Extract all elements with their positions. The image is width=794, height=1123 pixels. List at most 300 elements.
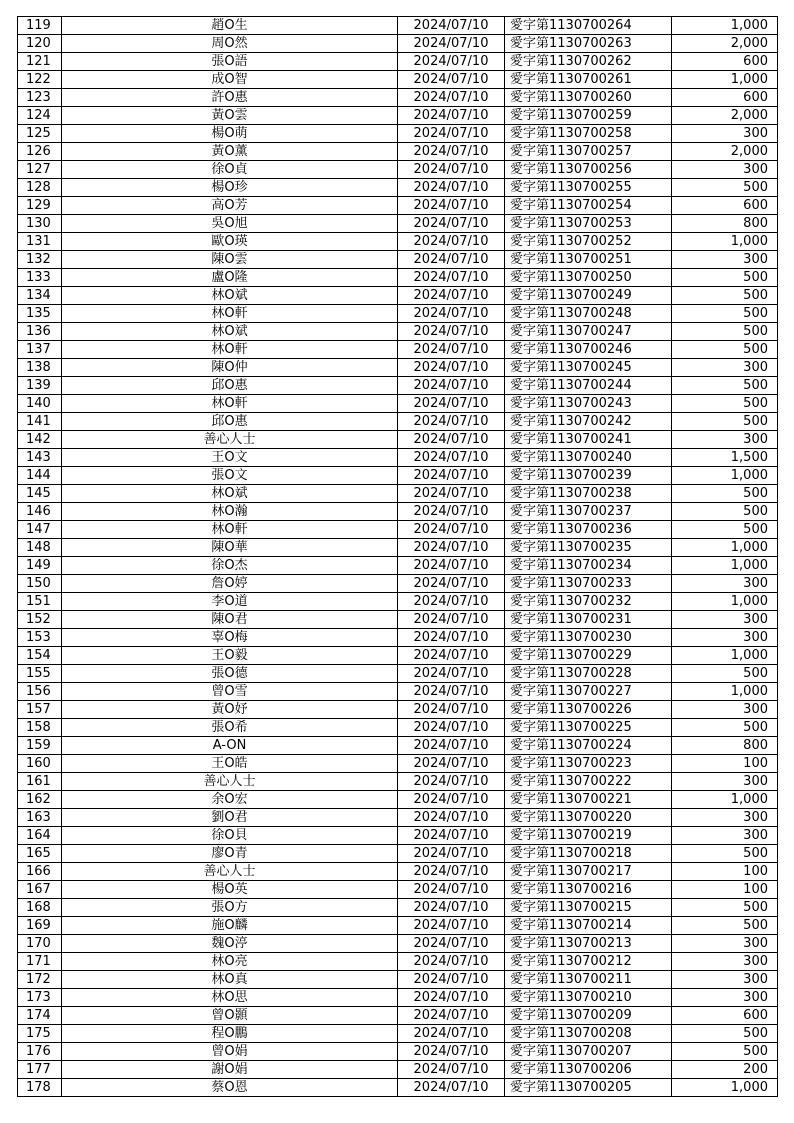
table-row [18,143,778,161]
amount-cell: 800 [672,737,778,755]
amount-cell: 1,000 [672,683,778,701]
donor-name-cell: 曾O娟 [62,1043,398,1061]
donation-date-cell: 2024/07/10 [398,899,505,917]
receipt-number-cell: 愛字第1130700206 [505,1061,672,1079]
donation-date-cell: 2024/07/10 [398,755,505,773]
donation-date-cell: 2024/07/10 [398,449,505,467]
table-row [18,683,778,701]
donor-name-cell: 張O德 [62,665,398,683]
donation-date-cell: 2024/07/10 [398,1079,505,1097]
table-row [18,557,778,575]
receipt-number-cell: 愛字第1130700249 [505,287,672,305]
row-number-cell: 157 [18,701,62,719]
receipt-number-cell: 愛字第1130700224 [505,737,672,755]
amount-cell: 500 [672,179,778,197]
table-row [18,125,778,143]
receipt-number-cell: 愛字第1130700256 [505,161,672,179]
donor-name-cell: 張O希 [62,719,398,737]
row-number-cell: 142 [18,431,62,449]
receipt-number-cell: 愛字第1130700258 [505,125,672,143]
table-row [18,1007,778,1025]
row-number-cell: 120 [18,35,62,53]
row-number-cell: 168 [18,899,62,917]
donation-date-cell: 2024/07/10 [398,521,505,539]
amount-cell: 1,000 [672,539,778,557]
table-row [18,449,778,467]
amount-cell: 500 [672,503,778,521]
donation-date-cell: 2024/07/10 [398,629,505,647]
donor-name-cell: 程O鵬 [62,1025,398,1043]
donor-name-cell: 楊O萌 [62,125,398,143]
amount-cell: 500 [672,305,778,323]
table-row [18,953,778,971]
receipt-number-cell: 愛字第1130700207 [505,1043,672,1061]
donation-date-cell: 2024/07/10 [398,971,505,989]
amount-cell: 300 [672,161,778,179]
table-row [18,827,778,845]
receipt-number-cell: 愛字第1130700253 [505,215,672,233]
donor-name-cell: 楊O珍 [62,179,398,197]
donation-date-cell: 2024/07/10 [398,107,505,125]
amount-cell: 300 [672,953,778,971]
donor-name-cell: 張O方 [62,899,398,917]
amount-cell: 300 [672,773,778,791]
receipt-number-cell: 愛字第1130700223 [505,755,672,773]
donation-date-cell: 2024/07/10 [398,791,505,809]
receipt-number-cell: 愛字第1130700229 [505,647,672,665]
table-row [18,737,778,755]
amount-cell: 500 [672,323,778,341]
table-row [18,503,778,521]
amount-cell: 100 [672,881,778,899]
row-number-cell: 149 [18,557,62,575]
row-number-cell: 130 [18,215,62,233]
receipt-number-cell: 愛字第1130700250 [505,269,672,287]
amount-cell: 500 [672,377,778,395]
row-number-cell: 172 [18,971,62,989]
amount-cell: 500 [672,287,778,305]
amount-cell: 1,000 [672,791,778,809]
table-row [18,845,778,863]
receipt-number-cell: 愛字第1130700217 [505,863,672,881]
row-number-cell: 152 [18,611,62,629]
row-number-cell: 125 [18,125,62,143]
table-row [18,935,778,953]
receipt-number-cell: 愛字第1130700257 [505,143,672,161]
amount-cell: 1,000 [672,71,778,89]
row-number-cell: 170 [18,935,62,953]
donation-date-cell: 2024/07/10 [398,89,505,107]
row-number-cell: 136 [18,323,62,341]
receipt-number-cell: 愛字第1130700219 [505,827,672,845]
table-row [18,1043,778,1061]
amount-cell: 1,500 [672,449,778,467]
donor-name-cell: 李O道 [62,593,398,611]
receipt-number-cell: 愛字第1130700233 [505,575,672,593]
table-row [18,1061,778,1079]
amount-cell: 200 [672,1061,778,1079]
row-number-cell: 124 [18,107,62,125]
table-row [18,665,778,683]
receipt-number-cell: 愛字第1130700235 [505,539,672,557]
amount-cell: 300 [672,935,778,953]
donor-name-cell: 王O文 [62,449,398,467]
receipt-number-cell: 愛字第1130700220 [505,809,672,827]
receipt-number-cell: 愛字第1130700210 [505,989,672,1007]
row-number-cell: 119 [18,17,62,35]
donation-date-cell: 2024/07/10 [398,1043,505,1061]
donor-name-cell: 王O皓 [62,755,398,773]
donation-date-cell: 2024/07/10 [398,737,505,755]
row-number-cell: 159 [18,737,62,755]
row-number-cell: 129 [18,197,62,215]
donation-date-cell: 2024/07/10 [398,989,505,1007]
row-number-cell: 166 [18,863,62,881]
receipt-number-cell: 愛字第1130700237 [505,503,672,521]
table-row [18,179,778,197]
donor-name-cell: 劉O君 [62,809,398,827]
donor-name-cell: 陳O仲 [62,359,398,377]
table-row [18,215,778,233]
amount-cell: 1,000 [672,17,778,35]
row-number-cell: 177 [18,1061,62,1079]
row-number-cell: 169 [18,917,62,935]
table-row [18,485,778,503]
donor-name-cell: 林O軒 [62,305,398,323]
donor-name-cell: 黃O雲 [62,107,398,125]
row-number-cell: 131 [18,233,62,251]
donation-date-cell: 2024/07/10 [398,917,505,935]
donation-date-cell: 2024/07/10 [398,35,505,53]
donor-name-cell: 吳O旭 [62,215,398,233]
donation-date-cell: 2024/07/10 [398,485,505,503]
donation-date-cell: 2024/07/10 [398,143,505,161]
row-number-cell: 154 [18,647,62,665]
donation-date-cell: 2024/07/10 [398,161,505,179]
receipt-number-cell: 愛字第1130700246 [505,341,672,359]
table-row [18,431,778,449]
table-row [18,575,778,593]
row-number-cell: 173 [18,989,62,1007]
donor-name-cell: 成O智 [62,71,398,89]
donation-date-cell: 2024/07/10 [398,377,505,395]
row-number-cell: 135 [18,305,62,323]
amount-cell: 500 [672,665,778,683]
donor-name-cell: 徐O貞 [62,161,398,179]
amount-cell: 2,000 [672,35,778,53]
donor-name-cell: 曾O顥 [62,1007,398,1025]
donation-date-cell: 2024/07/10 [398,593,505,611]
table-row [18,269,778,287]
amount-cell: 300 [672,701,778,719]
row-number-cell: 174 [18,1007,62,1025]
row-number-cell: 144 [18,467,62,485]
table-row [18,863,778,881]
table-row [18,791,778,809]
table-row [18,89,778,107]
row-number-cell: 133 [18,269,62,287]
receipt-number-cell: 愛字第1130700245 [505,359,672,377]
donor-name-cell: 余O宏 [62,791,398,809]
amount-cell: 1,000 [672,467,778,485]
receipt-number-cell: 愛字第1130700262 [505,53,672,71]
donation-date-cell: 2024/07/10 [398,611,505,629]
donor-name-cell: 黃O薰 [62,143,398,161]
receipt-number-cell: 愛字第1130700243 [505,395,672,413]
receipt-number-cell: 愛字第1130700205 [505,1079,672,1097]
row-number-cell: 147 [18,521,62,539]
table-row [18,647,778,665]
donor-name-cell: 黃O妤 [62,701,398,719]
amount-cell: 500 [672,521,778,539]
receipt-number-cell: 愛字第1130700216 [505,881,672,899]
amount-cell: 500 [672,269,778,287]
receipt-number-cell: 愛字第1130700252 [505,233,672,251]
receipt-number-cell: 愛字第1130700209 [505,1007,672,1025]
donation-date-cell: 2024/07/10 [398,395,505,413]
receipt-number-cell: 愛字第1130700213 [505,935,672,953]
row-number-cell: 156 [18,683,62,701]
amount-cell: 1,000 [672,647,778,665]
row-number-cell: 161 [18,773,62,791]
donor-name-cell: 曾O雪 [62,683,398,701]
donor-name-cell: 張O文 [62,467,398,485]
donor-name-cell: 徐O貝 [62,827,398,845]
donation-date-cell: 2024/07/10 [398,665,505,683]
table-row [18,809,778,827]
row-number-cell: 171 [18,953,62,971]
table-row [18,35,778,53]
row-number-cell: 127 [18,161,62,179]
row-number-cell: 140 [18,395,62,413]
donation-date-cell: 2024/07/10 [398,539,505,557]
donor-name-cell: 盧O隆 [62,269,398,287]
amount-cell: 300 [672,575,778,593]
row-number-cell: 141 [18,413,62,431]
receipt-number-cell: 愛字第1130700221 [505,791,672,809]
receipt-number-cell: 愛字第1130700227 [505,683,672,701]
amount-cell: 500 [672,899,778,917]
receipt-number-cell: 愛字第1130700255 [505,179,672,197]
donor-name-cell: 歐O瑛 [62,233,398,251]
donor-name-cell: 陳O華 [62,539,398,557]
amount-cell: 300 [672,629,778,647]
table-row [18,773,778,791]
amount-cell: 500 [672,1043,778,1061]
receipt-number-cell: 愛字第1130700225 [505,719,672,737]
row-number-cell: 145 [18,485,62,503]
donor-name-cell: 善心人士 [62,773,398,791]
donation-date-cell: 2024/07/10 [398,953,505,971]
row-number-cell: 151 [18,593,62,611]
table-row [18,107,778,125]
row-number-cell: 160 [18,755,62,773]
amount-cell: 500 [672,845,778,863]
receipt-number-cell: 愛字第1130700248 [505,305,672,323]
donor-name-cell: 蔡O恩 [62,1079,398,1097]
donor-name-cell: 魏O渟 [62,935,398,953]
donation-date-cell: 2024/07/10 [398,359,505,377]
amount-cell: 1,000 [672,233,778,251]
table-row [18,521,778,539]
donor-name-cell: 趙O生 [62,17,398,35]
row-number-cell: 137 [18,341,62,359]
donation-date-cell: 2024/07/10 [398,431,505,449]
donor-name-cell: 林O軒 [62,341,398,359]
table-row [18,53,778,71]
row-number-cell: 148 [18,539,62,557]
table-row [18,611,778,629]
donor-name-cell: 徐O杰 [62,557,398,575]
donation-date-cell: 2024/07/10 [398,287,505,305]
donor-name-cell: 施O麟 [62,917,398,935]
donation-date-cell: 2024/07/10 [398,1061,505,1079]
donor-name-cell: 林O真 [62,971,398,989]
donor-name-cell: 辜O梅 [62,629,398,647]
row-number-cell: 134 [18,287,62,305]
donation-date-cell: 2024/07/10 [398,827,505,845]
table-row [18,755,778,773]
row-number-cell: 122 [18,71,62,89]
donor-name-cell: 楊O英 [62,881,398,899]
receipt-number-cell: 愛字第1130700214 [505,917,672,935]
receipt-number-cell: 愛字第1130700247 [505,323,672,341]
donor-name-cell: 林O亮 [62,953,398,971]
donation-date-cell: 2024/07/10 [398,863,505,881]
table-row [18,989,778,1007]
table-row [18,341,778,359]
donation-date-cell: 2024/07/10 [398,719,505,737]
row-number-cell: 163 [18,809,62,827]
donor-name-cell: 善心人士 [62,431,398,449]
receipt-number-cell: 愛字第1130700261 [505,71,672,89]
receipt-number-cell: 愛字第1130700232 [505,593,672,611]
donation-date-cell: 2024/07/10 [398,215,505,233]
amount-cell: 1,000 [672,1079,778,1097]
donor-name-cell: 詹O婷 [62,575,398,593]
amount-cell: 100 [672,863,778,881]
donation-date-cell: 2024/07/10 [398,467,505,485]
donor-name-cell: 林O瀚 [62,503,398,521]
amount-cell: 500 [672,395,778,413]
amount-cell: 300 [672,809,778,827]
amount-cell: 300 [672,431,778,449]
amount-cell: 600 [672,197,778,215]
row-number-cell: 123 [18,89,62,107]
receipt-number-cell: 愛字第1130700231 [505,611,672,629]
donor-name-cell: 陳O君 [62,611,398,629]
table-row [18,593,778,611]
amount-cell: 300 [672,971,778,989]
receipt-number-cell: 愛字第1130700263 [505,35,672,53]
receipt-number-cell: 愛字第1130700251 [505,251,672,269]
table-row [18,917,778,935]
table-row [18,323,778,341]
row-number-cell: 143 [18,449,62,467]
table-row [18,971,778,989]
receipt-number-cell: 愛字第1130700228 [505,665,672,683]
donation-date-cell: 2024/07/10 [398,233,505,251]
row-number-cell: 146 [18,503,62,521]
receipt-number-cell: 愛字第1130700240 [505,449,672,467]
donor-name-cell: 林O軒 [62,521,398,539]
donation-date-cell: 2024/07/10 [398,305,505,323]
donation-date-cell: 2024/07/10 [398,845,505,863]
row-number-cell: 178 [18,1079,62,1097]
donor-name-cell: 邱O惠 [62,377,398,395]
donation-date-cell: 2024/07/10 [398,1025,505,1043]
donor-name-cell: 張O語 [62,53,398,71]
donation-date-cell: 2024/07/10 [398,17,505,35]
amount-cell: 1,000 [672,557,778,575]
donation-date-cell: 2024/07/10 [398,935,505,953]
amount-cell: 600 [672,53,778,71]
table-row [18,233,778,251]
donation-date-cell: 2024/07/10 [398,809,505,827]
receipt-number-cell: 愛字第1130700218 [505,845,672,863]
donation-date-cell: 2024/07/10 [398,197,505,215]
donor-name-cell: 林O斌 [62,323,398,341]
donation-date-cell: 2024/07/10 [398,647,505,665]
table-row [18,539,778,557]
receipt-number-cell: 愛字第1130700212 [505,953,672,971]
row-number-cell: 155 [18,665,62,683]
table-row [18,377,778,395]
donor-name-cell: 邱O惠 [62,413,398,431]
table-row [18,71,778,89]
receipt-number-cell: 愛字第1130700230 [505,629,672,647]
receipt-number-cell: 愛字第1130700222 [505,773,672,791]
table-row [18,701,778,719]
row-number-cell: 164 [18,827,62,845]
donation-table-body [18,17,778,1097]
receipt-number-cell: 愛字第1130700208 [505,1025,672,1043]
donation-table [17,16,778,1097]
row-number-cell: 121 [18,53,62,71]
table-row [18,413,778,431]
amount-cell: 500 [672,341,778,359]
donation-date-cell: 2024/07/10 [398,557,505,575]
row-number-cell: 175 [18,1025,62,1043]
donor-name-cell: 林O軒 [62,395,398,413]
amount-cell: 2,000 [672,107,778,125]
amount-cell: 300 [672,611,778,629]
amount-cell: 600 [672,89,778,107]
amount-cell: 1,000 [672,593,778,611]
row-number-cell: 139 [18,377,62,395]
amount-cell: 500 [672,485,778,503]
donor-name-cell: 謝O娟 [62,1061,398,1079]
receipt-number-cell: 愛字第1130700211 [505,971,672,989]
donation-date-cell: 2024/07/10 [398,341,505,359]
table-row [18,305,778,323]
receipt-number-cell: 愛字第1130700254 [505,197,672,215]
donor-name-cell: 周O然 [62,35,398,53]
donation-date-cell: 2024/07/10 [398,179,505,197]
table-row [18,881,778,899]
amount-cell: 600 [672,1007,778,1025]
amount-cell: 500 [672,413,778,431]
table-row [18,161,778,179]
donation-date-cell: 2024/07/10 [398,125,505,143]
donation-date-cell: 2024/07/10 [398,269,505,287]
donor-name-cell: 林O斌 [62,287,398,305]
row-number-cell: 128 [18,179,62,197]
donor-name-cell: 廖O青 [62,845,398,863]
donor-name-cell: 許O惠 [62,89,398,107]
receipt-number-cell: 愛字第1130700241 [505,431,672,449]
amount-cell: 300 [672,827,778,845]
